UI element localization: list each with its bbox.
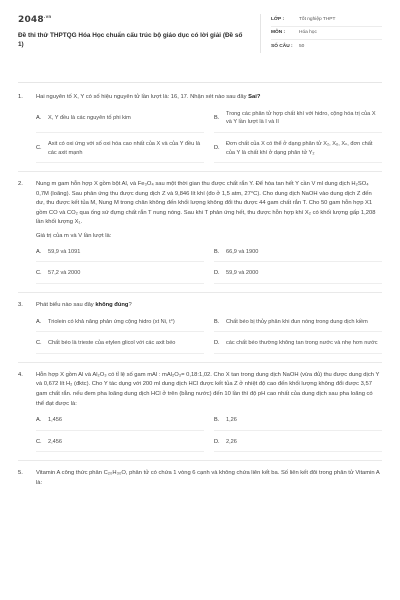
question-text	[36, 301, 382, 311]
question-stem-end: ?	[128, 302, 132, 308]
option-text: 1,456	[48, 417, 62, 424]
question-separator	[18, 292, 382, 293]
option-text: Trong các phân tử hợp chất khí với hidro, cộng hóa trị của X và Y lần lượt là I và II	[226, 110, 376, 126]
question-number: 1.	[18, 94, 23, 100]
question-head	[18, 180, 382, 228]
option-a[interactable]	[36, 107, 204, 133]
meta-value: 50	[299, 43, 305, 49]
question-subprompt: Giá trị của m và V lần lượt là:	[36, 233, 112, 239]
question-4	[18, 371, 382, 453]
option-text: các chất béo thường không tan trong nước và nhẹ hơn nước	[226, 340, 378, 347]
option-d[interactable]	[214, 336, 382, 354]
exam-header	[18, 14, 382, 64]
option-text: 66,9 và 1900	[226, 248, 259, 255]
option-letter: B.	[214, 115, 220, 122]
question-number: 4.	[18, 371, 23, 378]
meta-value: Tốt nghiệp THPT	[299, 17, 336, 23]
option-text: X, Y đều là các nguyên tố phi kim	[48, 114, 131, 121]
option-b[interactable]	[214, 315, 382, 333]
exam-meta	[260, 14, 382, 53]
question-head	[18, 301, 382, 311]
logo-text: 2048	[18, 15, 44, 25]
option-b[interactable]	[214, 107, 382, 133]
question-head	[18, 469, 382, 488]
option-c[interactable]	[36, 435, 204, 453]
logo-suffix: .vn	[43, 14, 52, 19]
question-number: 5.	[18, 470, 23, 477]
question-separator	[18, 460, 382, 461]
option-c[interactable]	[36, 336, 204, 354]
option-b[interactable]	[214, 413, 382, 431]
option-d[interactable]	[214, 435, 382, 453]
option-a[interactable]	[36, 245, 204, 263]
option-letter: A.	[36, 417, 42, 424]
question-1	[18, 93, 382, 163]
question-3	[18, 301, 382, 354]
meta-row-class	[271, 14, 382, 27]
option-letter: A.	[36, 318, 42, 325]
question-stem: Hai nguyên tố X, Y có số hiệu nguyên tử lần lượt là: 16, 17. Nhận xét nào sau đây	[36, 94, 249, 100]
answer-options	[36, 107, 382, 164]
option-text: Axit có oxi ứng với số oxi hóa cao nhất của X và của Y đều là các axit mạnh	[48, 140, 201, 156]
meta-key: LỚP :	[271, 17, 285, 23]
answer-options	[36, 413, 382, 452]
option-letter: D.	[214, 340, 220, 347]
question-text	[36, 93, 382, 103]
exam-title: Đề thi thử THPTQG Hóa Học chuẩn cấu trúc bộ giáo dục có lời giải (Đề số 1)	[18, 31, 243, 49]
option-d[interactable]	[214, 137, 382, 163]
option-text: 57,2 và 2000	[48, 270, 81, 277]
option-c[interactable]	[36, 266, 204, 284]
answer-options	[36, 245, 382, 284]
question-text: Nung m gam hỗn hợp X gồm bột Al, và Fe₃O₄ sau một thời gian thu được chất rắn Y. Để hòa tan hết Y cần V ml dung dịch H₂SO₄ 0,7M (loãng). Sau phản ứng thu được dung dịch Z và 9,846 lít khí (đo ở 1,5 atm, 27°C). Cho dung dịch NaOH vào dung dịch Z đến dư, thu được kết tủa M, Nung M trong chân không đến khối lượng không đổi thu được 44 gam chất rắn T. Cho 50 gam hỗn hợp X1 gồm CO và CO₂ qua ống sứ đựng chất rắn T nung nóng. Sau khi T phản ứng hết, thu được hỗn hợp khí X₂ có khối lượng gấp 1,208 lần khối lượng X₁.	[36, 181, 376, 226]
option-text: Chất béo là trieste của etylen glicol với các axit béo	[48, 340, 176, 347]
option-letter: D.	[214, 270, 220, 277]
site-logo[interactable]	[18, 14, 246, 28]
option-letter: A.	[36, 248, 42, 255]
question-5	[18, 469, 382, 488]
option-letter: C.	[36, 340, 42, 347]
option-text: 59,9 và 1091	[48, 248, 81, 255]
option-a[interactable]	[36, 315, 204, 333]
question-head	[18, 371, 382, 409]
option-letter: B.	[214, 318, 220, 325]
meta-value: Hóa học	[299, 30, 317, 36]
question-2	[18, 180, 382, 284]
option-letter: C.	[36, 145, 42, 152]
question-stem: Phát biểu nào sau đây	[36, 302, 96, 308]
question-separator	[18, 362, 382, 363]
question-emphasis: không đúng	[95, 302, 129, 308]
option-text: Đơn chất của X có thể ở dạng phân tử X₂, X₆, Xₙ, đơn chất của Y là chất khí ở dạng phân tử Y₂	[226, 140, 373, 156]
question-number: 2.	[18, 181, 23, 188]
question-head	[18, 93, 382, 103]
meta-row-count	[271, 40, 382, 53]
option-text: 59,9 và 2000	[226, 270, 259, 277]
answer-options	[36, 315, 382, 354]
option-letter: D.	[214, 145, 220, 152]
option-text: 2,26	[226, 438, 237, 445]
question-emphasis: Sai?	[248, 94, 261, 100]
option-b[interactable]	[214, 245, 382, 263]
brand-block	[18, 14, 246, 50]
option-d[interactable]	[214, 266, 382, 284]
question-text: Vitamin A công thức phân C₂₀H₃₀O, phân tử có chứa 1 vòng 6 cạnh và không chứa liên kết ba. Số liên kết đôi trong phân tử Vitamin A là:	[36, 470, 380, 486]
meta-key: MÔN :	[271, 30, 286, 36]
meta-key: SỐ CÂU :	[271, 43, 293, 49]
option-letter: C.	[36, 438, 42, 445]
question-separator	[18, 171, 382, 172]
option-letter: A.	[36, 115, 42, 122]
option-c[interactable]	[36, 137, 204, 163]
option-a[interactable]	[36, 413, 204, 431]
meta-row-subject	[271, 27, 382, 40]
option-text: 1,26	[226, 417, 237, 424]
option-letter: B.	[214, 417, 220, 424]
option-text: Chất béo bị thủy phân khi đun nóng trong dung dịch kiềm	[226, 318, 368, 325]
header-divider	[18, 82, 382, 83]
question-text: Hỗn hợp X gồm Al và Al₂O₃ có tỉ lệ số gam mAl : mAl₂O₃= 0,18:1,02. Cho X tan trong dung dịch NaOH (vừa đủ) thu được dung dịch Y và 0,672 lít H₂ (đktc). Cho Y tác dụng với 200 ml dung dịch HCl được kết tủa Z ở nhiệt độ cao đến khối lượng không đổi được 3,57 gam chất rắn. nếu đem pha loãng dung dịch HCl ở trên (bằng nước) đến 10 lần thì độ pH cao nhất của dung dịch sau pha loãng có thể đạt được là:	[36, 371, 380, 407]
option-text: Triolein có khả năng phản ứng cộng hidro (xt Ni, t°)	[48, 318, 175, 325]
option-letter: B.	[214, 248, 220, 255]
option-letter: C.	[36, 270, 42, 277]
question-number: 3.	[18, 302, 23, 308]
option-text: 2,456	[48, 438, 62, 445]
option-letter: D.	[214, 438, 220, 445]
